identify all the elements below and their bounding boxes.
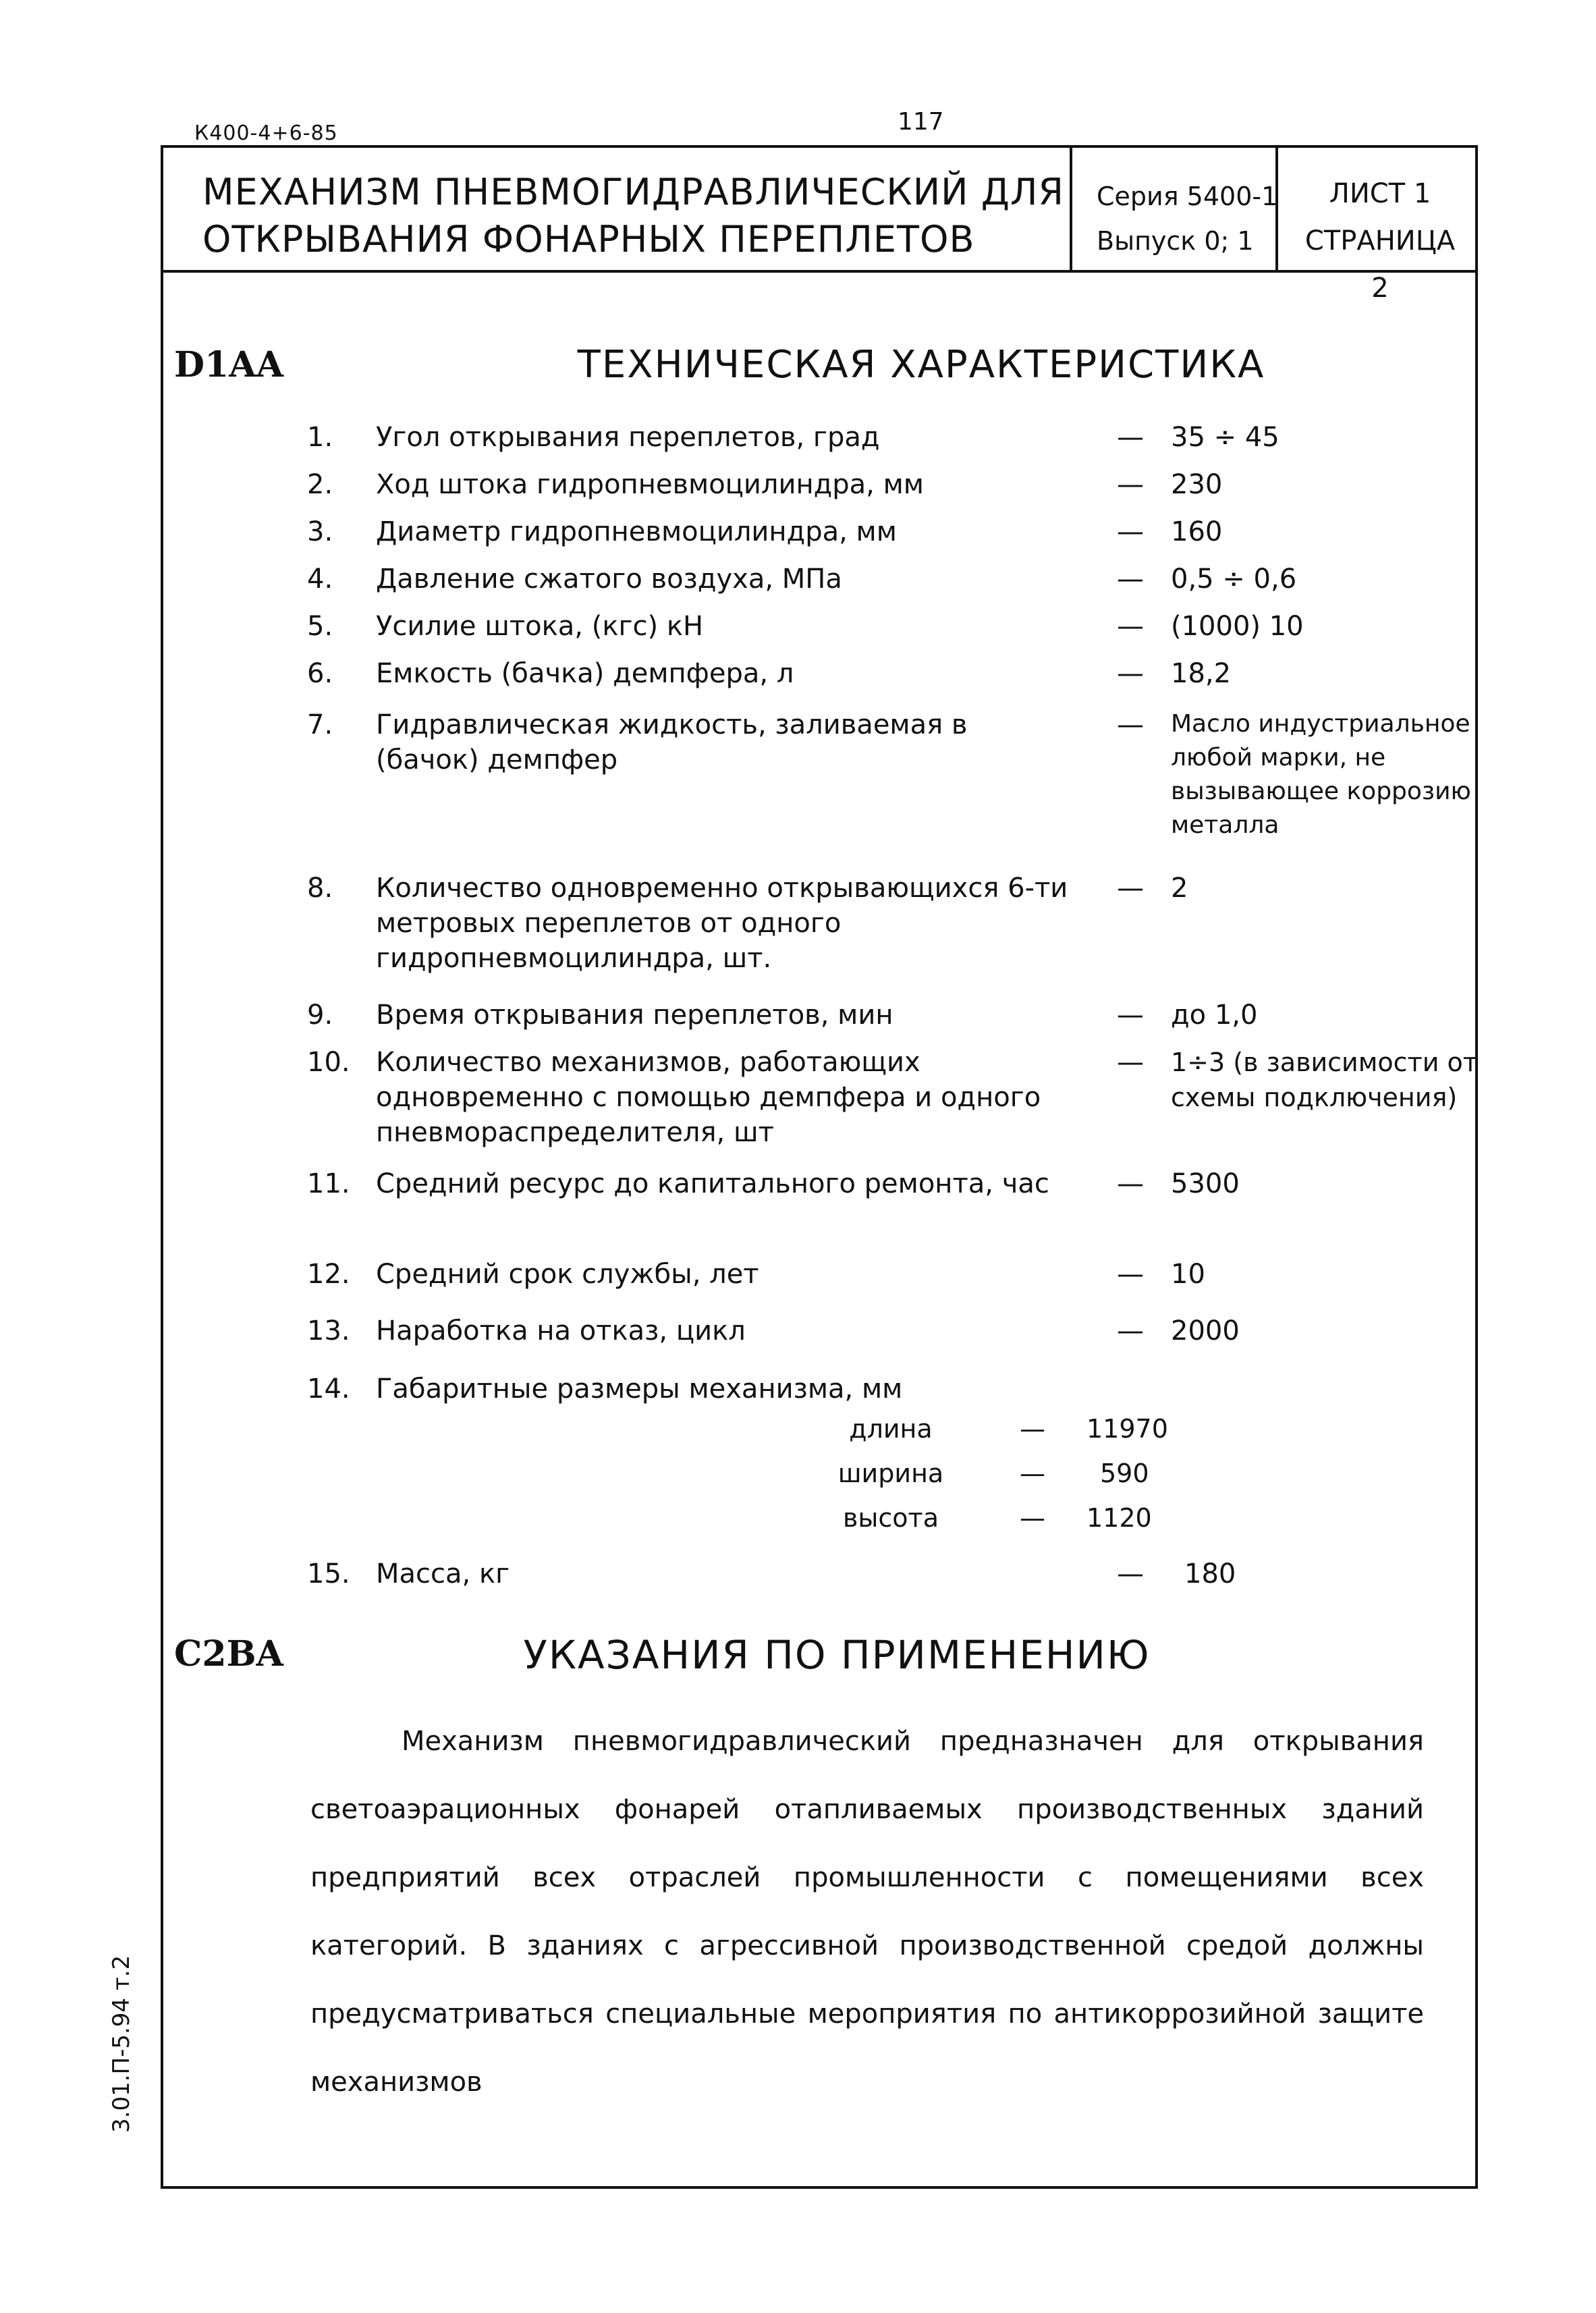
dimension-value: 590	[1100, 1459, 1149, 1488]
spec-text: Усилие штока, (кгс) кН	[376, 611, 704, 642]
spec-num: 4.	[307, 564, 333, 595]
spec-text: Габаритные размеры механизма, мм	[376, 1373, 903, 1405]
document-title	[202, 169, 1064, 263]
spec-num: 7.	[307, 709, 333, 740]
title-line-1: МЕХАНИЗМ ПНЕВМОГИДРАВЛИЧЕСКИЙ ДЛЯ	[202, 171, 1065, 213]
series-block	[1097, 174, 1277, 263]
spec-dash: —	[1117, 422, 1144, 453]
spec-text: Гидравлическая жидкость, заливаемая в (бачок) демпфер	[376, 709, 968, 775]
title-line-2: ОТКРЫВАНИЯ ФОНАРНЫХ ПЕРЕПЛЕТОВ	[202, 218, 975, 261]
spec-dash: —	[1117, 658, 1144, 689]
dimension-value: 1120	[1086, 1503, 1152, 1533]
spec-value: Масло индустриальное любой марки, не вызывающее коррозию металла	[1171, 710, 1471, 839]
spec-dash: —	[1117, 516, 1144, 547]
document-code: К400-4+6-85	[194, 121, 338, 145]
sheet-label: ЛИСТ 1	[1329, 178, 1431, 209]
spec-text: Количество механизмов, работающих одновременно с помощью демпфера и одного пневмораспределителя, шт	[376, 1047, 1041, 1148]
spec-value: 1÷3 (в зависимости от схемы подключения)	[1171, 1047, 1478, 1112]
spec-value: 2	[1171, 873, 1188, 904]
spec-num: 14.	[307, 1373, 350, 1405]
spec-dash: —	[1117, 709, 1144, 740]
spec-num: 6.	[307, 658, 333, 689]
spec-text: Емкость (бачка) демпфера, л	[376, 658, 794, 689]
issue-label: Выпуск 0; 1	[1097, 226, 1254, 256]
spec-num: 15.	[307, 1558, 350, 1589]
spec-text: Угол открывания переплетов, град	[376, 422, 880, 453]
spec-num: 9.	[307, 1000, 333, 1031]
spec-dash: —	[1117, 1000, 1144, 1031]
spec-text: Средний срок службы, лет	[376, 1259, 759, 1290]
spec-value: 0,5 ÷ 0,6	[1171, 564, 1297, 595]
spec-value: 2000	[1171, 1315, 1240, 1346]
spec-text: Время открывания переплетов, мин	[376, 1000, 893, 1031]
section-code-c2ba: C2BA	[174, 1633, 283, 1675]
dimension-label: ширина	[837, 1459, 944, 1488]
spec-value: (1000) 10	[1171, 611, 1304, 642]
section-title-tech-specs: ТЕХНИЧЕСКАЯ ХАРАКТЕРИСТИКА	[577, 343, 1265, 387]
spec-dash: —	[1117, 611, 1144, 642]
spec-text: Масса, кг	[376, 1558, 510, 1589]
series-label: Серия 5400-1	[1097, 182, 1278, 211]
spec-num: 12.	[307, 1259, 350, 1290]
dimension-dash: —	[1020, 1414, 1045, 1444]
spec-num: 13.	[307, 1315, 350, 1346]
spec-dash: —	[1117, 873, 1144, 904]
dimension-value: 11970	[1086, 1414, 1168, 1444]
spec-num: 2.	[307, 469, 333, 500]
spec-text: Количество одновременно открывающихся 6-ти метровых переплетов от одного гидропневмоцилиндра, шт.	[376, 873, 1068, 974]
dimension-dash: —	[1020, 1459, 1045, 1488]
spec-num: 5.	[307, 611, 333, 642]
spec-text: Давление сжатого воздуха, МПа	[376, 564, 842, 595]
spec-value: до 1,0	[1171, 1000, 1258, 1031]
spec-dash: —	[1117, 469, 1144, 500]
spec-text: Диаметр гидропневмоцилиндра, мм	[376, 516, 897, 547]
section-title-usage: УКАЗАНИЯ ПО ПРИМЕНЕНИЮ	[523, 1632, 1151, 1678]
spec-num: 10.	[307, 1047, 350, 1078]
spec-num: 8.	[307, 873, 333, 904]
page-number: 117	[898, 108, 944, 136]
sheet-block	[1292, 170, 1468, 312]
spec-value: 18,2	[1171, 658, 1232, 689]
dimension-label: длина	[849, 1414, 933, 1444]
spec-value: 180	[1184, 1558, 1236, 1589]
spec-dash: —	[1117, 1168, 1144, 1199]
section-code-d1aa: D1AA	[174, 344, 283, 385]
spec-dash: —	[1117, 564, 1144, 595]
spec-dash: —	[1117, 1315, 1144, 1346]
spec-value: 160	[1171, 516, 1223, 547]
spec-dash: —	[1117, 1047, 1144, 1078]
spec-dash: —	[1117, 1558, 1144, 1589]
spec-value: 10	[1171, 1259, 1205, 1290]
dimension-label: высота	[843, 1503, 939, 1533]
spec-value: 230	[1171, 469, 1223, 500]
side-reference-note: 3.01.П-5.94 т.2	[108, 1955, 135, 2133]
header-divider	[161, 270, 1478, 273]
usage-paragraph: Механизм пневмогидравлический предназначен для открывания светоаэрационных фонарей отапливаемых производственных зданий предприятий всех отраслей промышленности с помещениями всех категорий. В зданиях с агрессивной производственной средой должны предусматриваться специальные мероприятия по антикоррозийной защите механизмов	[310, 1726, 1424, 2098]
page-label: СТРАНИЦА 2	[1304, 225, 1456, 304]
spec-value: 35 ÷ 45	[1171, 422, 1279, 453]
spec-num: 1.	[307, 422, 333, 453]
spec-value: 5300	[1171, 1168, 1240, 1199]
spec-num: 11.	[307, 1168, 350, 1199]
spec-text: Наработка на отказ, цикл	[376, 1315, 746, 1346]
header-vertical-divider	[1070, 145, 1072, 271]
dimension-dash: —	[1020, 1503, 1045, 1533]
spec-dash: —	[1117, 1259, 1144, 1290]
spec-text: Ход штока гидропневмоцилиндра, мм	[376, 469, 924, 500]
spec-num: 3.	[307, 516, 333, 547]
spec-text: Средний ресурс до капитального ремонта, час	[376, 1168, 1049, 1199]
